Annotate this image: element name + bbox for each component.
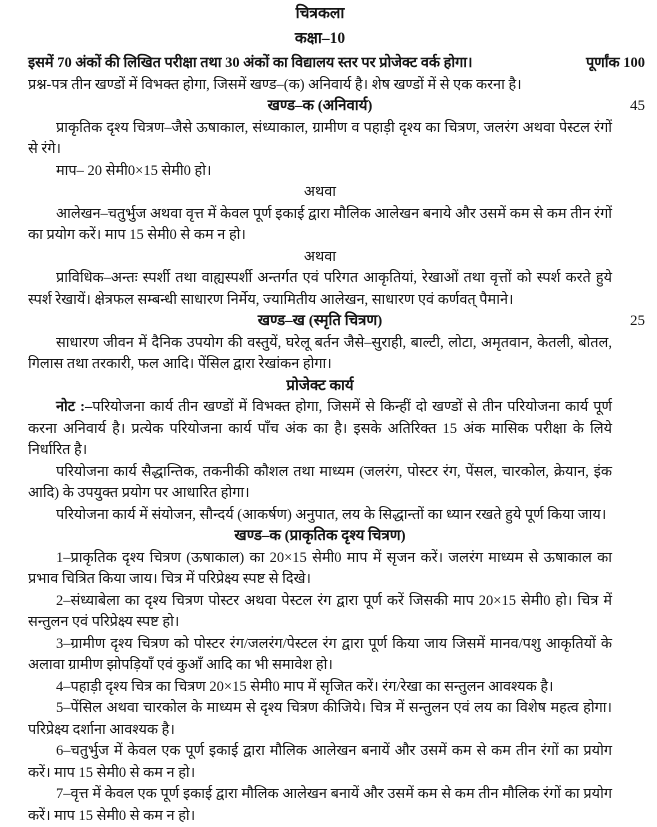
- page-title: चित्रकला: [295, 5, 345, 22]
- project-item-4: 4–पहाड़ी दृश्य चित्र का चित्रण 20×15 सेमी0 माप में सृजित करें। रंग/रेखा का सन्तुलन आवश्यक है।: [56, 678, 554, 695]
- exam-scheme-text: इसमें 70 अंकों की लिखित परीक्षा तथा 30 अंकों का विद्यालय स्तर पर प्रोजेक्ट वर्क होगा।: [28, 55, 473, 71]
- note-label: नोट :–: [56, 399, 93, 415]
- project-item-3: 3–ग्रामीण दृश्य चित्रण को पोस्टर रंग/जलरंग/पेस्टल रंग द्वारा पूर्ण किया जाय जिसमें मानव/पशु आकृतियों के अलावा ग्रामीण झोपड़ियाँ एवं कुआँ आदि का भी समावेश हो।: [28, 635, 612, 673]
- paper-pattern-line: प्रश्न-पत्र तीन खण्डों में विभक्त होगा, जिसमें खण्ड–(क) अनिवार्य है। शेष खण्डों में से एक करना है।: [28, 76, 522, 93]
- project-item-2: 2–संध्याबेला का दृश्य चित्रण पोस्टर अथवा पेस्टल रंग द्वारा पूर्ण करें जिसकी माप 20×15 सेमी0 हो। चित्र में सन्तुलन एवं परिप्रेक्ष्य स्पष्ट हो।: [28, 592, 612, 630]
- note-text: परियोजना कार्य तीन खण्डों में विभक्त होगा, जिसमें से किन्हीं दो खण्डों से तीन परियोजना कार्य पूर्ण करना अनिवार्य है। प्रत्येक परियोजना कार्य पाँच अंक का है। इसके अतिरिक्त 15 अंक मासिक परीक्षा के लिये निर्धारित है।: [28, 399, 612, 458]
- project-note-para: [28, 397, 612, 462]
- project-work-heading-row: [28, 376, 612, 398]
- exam-scheme-row: [28, 53, 645, 75]
- project-section-ka-heading: खण्ड–क (प्राकृतिक दृश्य चित्रण): [234, 528, 406, 544]
- total-marks: पूर्णांक 100: [586, 55, 645, 71]
- class-title: कक्षा–10: [294, 29, 346, 47]
- or-divider-2: अथवा: [303, 248, 337, 265]
- section-ka-heading-row: [28, 96, 645, 118]
- project-item-6: 6–चतुर्भुज में केवल एक पूर्ण इकाई द्वारा मौलिक आलेखन बनायें और उसमें कम से कम तीन रंगों का प्रयोग करें। माप 15 सेमी0 से कम न हो।: [28, 743, 612, 781]
- project-item-5: 5–पेंसिल अथवा चारकोल के माध्यम से दृश्य चित्रण कीजिये। चित्र में सन्तुलन एवं लय का विशेष महत्व होगा। परिप्रेक्ष्य दर्शाना आवश्यक है।: [28, 700, 612, 738]
- section-ka-para-2: आलेखन–चतुर्भुज अथवा वृत्त में केवल पूर्ण इकाई द्वारा मौलिक आलेखन बनाये और उसमें कम से कम तीन रंगों का प्रयोग करें। माप 15 सेमी0 से कम न हो।: [28, 205, 612, 243]
- section-ka-marks: 45: [630, 98, 645, 114]
- section-ka-heading: खण्ड–क (अनिवार्य): [267, 98, 373, 114]
- or-divider-1: अथवा: [303, 184, 337, 200]
- project-item-1: 1–प्राकृतिक दृश्य चित्रण (ऊषाकाल) का 20×15 सेमी0 माप में सृजन करें। जलरंग माध्यम से ऊषाकाल का प्रभाव चित्रित किया जाय। चित्र में परिप्रेक्ष्य स्पष्ट से दिखे।: [28, 549, 612, 587]
- project-work-heading: प्रोजेक्ट कार्य: [286, 377, 354, 394]
- section-ka-para-3: प्राविधिक–अन्तः स्पर्शी तथा वाह्यस्पर्शी अन्तर्गत एवं परिगत आकृतियां, रेखाओं तथा वृत्तों को स्पर्श करते हुये स्पर्श रेखायें। क्षेत्रफल सम्बन्धी साधारण निर्मेय, ज्यामितीय आलेखन, साधारण एवं कर्णवत् पैमाने।: [28, 270, 612, 308]
- section-ka-para-1: प्राकृतिक दृश्य चित्रण–जैसे ऊषाकाल, संध्याकाल, ग्रामीण व पहाड़ी दृश्य का चित्रण, जलरंग अथवा पेस्टल रंगों से रंगे।: [28, 119, 612, 157]
- section-kha-para-1: साधारण जीवन में दैनिक उपयोग की वस्तुयें, घरेलू बर्तन जैसे–सुराही, बाल्टी, लोटा, अमृतवान, केतली, बोतल, गिलास तथा तरकारी, फल आदि। पेंसिल द्वारा रेखांकन होगा।: [28, 334, 612, 372]
- project-para-3: परियोजना कार्य में संयोजन, सौन्दर्य (आकर्षण) अनुपात, लय के सिद्धान्तों का ध्यान रखते हुये पूर्ण किया जाय।: [56, 506, 607, 523]
- section-ka-size-note: माप– 20 सेमी0×15 सेमी0 हो।: [56, 162, 212, 179]
- project-section-ka-heading-row: [28, 526, 612, 548]
- project-item-7: 7–वृत्त में केवल एक पूर्ण इकाई द्वारा मौलिक आलेखन बनायें और उसमें कम से कम तीन मौलिक रंगों का प्रयोग करें। माप 15 सेमी0 से कम न हो।: [28, 786, 612, 824]
- section-kha-heading: खण्ड–ख (स्मृति चित्रण): [257, 313, 383, 329]
- project-para-2: परियोजना कार्य सैद्धान्तिक, तकनीकी कौशल तथा माध्यम (जलरंग, पोस्टर रंग, पेंसल, चारकोल, क्रेयान, इंक आदि) के उपयुक्त प्रयोग पर आधारित होगा।: [28, 463, 612, 501]
- section-kha-marks: 25: [630, 313, 645, 329]
- section-kha-heading-row: [28, 311, 645, 333]
